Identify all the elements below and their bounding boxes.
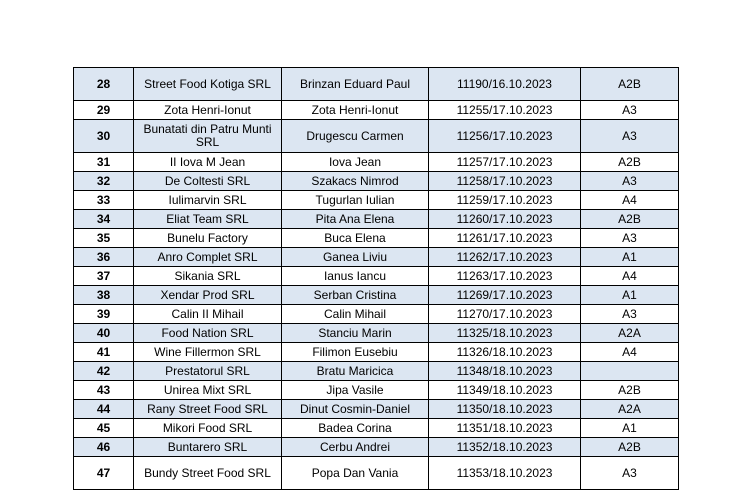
classification-cell: A3 xyxy=(581,120,679,153)
registration-number-cell: 11349/18.10.2023 xyxy=(429,381,581,400)
registration-number-cell: 11260/17.10.2023 xyxy=(429,210,581,229)
registration-number-cell: 11262/17.10.2023 xyxy=(429,248,581,267)
classification-cell: A3 xyxy=(581,101,679,120)
classification-cell: A2B xyxy=(581,68,679,101)
person-name-cell: Ianus Iancu xyxy=(282,267,429,286)
company-name-cell: Prestatorul SRL xyxy=(134,362,282,381)
classification-cell: A3 xyxy=(581,229,679,248)
person-name-cell: Iova Jean xyxy=(282,153,429,172)
row-number-cell: 32 xyxy=(74,172,134,191)
company-name-cell: Anro Complet SRL xyxy=(134,248,282,267)
company-name-cell: Iulimarvin SRL xyxy=(134,191,282,210)
table-row xyxy=(74,267,679,286)
row-number-cell: 40 xyxy=(74,324,134,343)
classification-cell: A3 xyxy=(581,172,679,191)
classification-cell: A2B xyxy=(581,381,679,400)
registration-number-cell: 11263/17.10.2023 xyxy=(429,267,581,286)
row-number-cell: 35 xyxy=(74,229,134,248)
row-number-cell: 45 xyxy=(74,419,134,438)
company-name-cell: Mikori Food SRL xyxy=(134,419,282,438)
registration-number-cell: 11256/17.10.2023 xyxy=(429,120,581,153)
company-name-cell: Unirea Mixt SRL xyxy=(134,381,282,400)
row-number-cell: 36 xyxy=(74,248,134,267)
person-name-cell: Buca Elena xyxy=(282,229,429,248)
table-row xyxy=(74,286,679,305)
classification-cell: A1 xyxy=(581,286,679,305)
registry-table-container xyxy=(73,67,678,490)
person-name-cell: Brinzan Eduard Paul xyxy=(282,68,429,101)
registration-number-cell: 11255/17.10.2023 xyxy=(429,101,581,120)
table-row xyxy=(74,362,679,381)
person-name-cell: Stanciu Marin xyxy=(282,324,429,343)
table-row xyxy=(74,68,679,101)
table-row xyxy=(74,400,679,419)
company-name-cell: Wine Fillermon SRL xyxy=(134,343,282,362)
registration-number-cell: 11259/17.10.2023 xyxy=(429,191,581,210)
person-name-cell: Zota Henri-Ionut xyxy=(282,101,429,120)
table-row xyxy=(74,101,679,120)
row-number-cell: 37 xyxy=(74,267,134,286)
registration-number-cell: 11257/17.10.2023 xyxy=(429,153,581,172)
company-name-cell: Eliat Team SRL xyxy=(134,210,282,229)
person-name-cell: Popa Dan Vania xyxy=(282,457,429,490)
person-name-cell: Tugurlan Iulian xyxy=(282,191,429,210)
row-number-cell: 46 xyxy=(74,438,134,457)
person-name-cell: Cerbu Andrei xyxy=(282,438,429,457)
person-name-cell: Ganea Liviu xyxy=(282,248,429,267)
table-row xyxy=(74,191,679,210)
registration-number-cell: 11348/18.10.2023 xyxy=(429,362,581,381)
company-name-cell: De Coltesti SRL xyxy=(134,172,282,191)
company-name-cell: Bundy Street Food SRL xyxy=(134,457,282,490)
row-number-cell: 43 xyxy=(74,381,134,400)
classification-cell: A2B xyxy=(581,153,679,172)
person-name-cell: Pita Ana Elena xyxy=(282,210,429,229)
classification-cell: A2B xyxy=(581,438,679,457)
table-row xyxy=(74,153,679,172)
row-number-cell: 38 xyxy=(74,286,134,305)
company-name-cell: Bunatati din Patru Munti SRL xyxy=(134,120,282,153)
classification-cell: A1 xyxy=(581,248,679,267)
classification-cell: A2A xyxy=(581,324,679,343)
person-name-cell: Bratu Maricica xyxy=(282,362,429,381)
table-row xyxy=(74,120,679,153)
registration-number-cell: 11326/18.10.2023 xyxy=(429,343,581,362)
person-name-cell: Drugescu Carmen xyxy=(282,120,429,153)
row-number-cell: 47 xyxy=(74,457,134,490)
table-row xyxy=(74,324,679,343)
company-name-cell: Rany Street Food SRL xyxy=(134,400,282,419)
table-row xyxy=(74,305,679,324)
person-name-cell: Dinut Cosmin-Daniel xyxy=(282,400,429,419)
person-name-cell: Badea Corina xyxy=(282,419,429,438)
company-name-cell: Zota Henri-Ionut xyxy=(134,101,282,120)
classification-cell: A2B xyxy=(581,210,679,229)
registration-number-cell: 11352/18.10.2023 xyxy=(429,438,581,457)
person-name-cell: Szakacs Nimrod xyxy=(282,172,429,191)
row-number-cell: 41 xyxy=(74,343,134,362)
classification-cell: A4 xyxy=(581,343,679,362)
table-row xyxy=(74,419,679,438)
row-number-cell: 28 xyxy=(74,68,134,101)
registry-table-body xyxy=(74,68,679,490)
table-row xyxy=(74,210,679,229)
company-name-cell: Bunelu Factory xyxy=(134,229,282,248)
registration-number-cell: 11269/17.10.2023 xyxy=(429,286,581,305)
registration-number-cell: 11270/17.10.2023 xyxy=(429,305,581,324)
registry-table xyxy=(73,67,679,490)
row-number-cell: 29 xyxy=(74,101,134,120)
person-name-cell: Serban Cristina xyxy=(282,286,429,305)
company-name-cell: II Iova M Jean xyxy=(134,153,282,172)
person-name-cell: Jipa Vasile xyxy=(282,381,429,400)
company-name-cell: Sikania SRL xyxy=(134,267,282,286)
classification-cell: A3 xyxy=(581,305,679,324)
registration-number-cell: 11350/18.10.2023 xyxy=(429,400,581,419)
row-number-cell: 30 xyxy=(74,120,134,153)
table-row xyxy=(74,438,679,457)
classification-cell: A2A xyxy=(581,400,679,419)
row-number-cell: 33 xyxy=(74,191,134,210)
registration-number-cell: 11351/18.10.2023 xyxy=(429,419,581,438)
classification-cell: A4 xyxy=(581,267,679,286)
registration-number-cell: 11258/17.10.2023 xyxy=(429,172,581,191)
row-number-cell: 44 xyxy=(74,400,134,419)
registration-number-cell: 11353/18.10.2023 xyxy=(429,457,581,490)
person-name-cell: Filimon Eusebiu xyxy=(282,343,429,362)
table-row xyxy=(74,172,679,191)
classification-cell: A1 xyxy=(581,419,679,438)
company-name-cell: Calin II Mihail xyxy=(134,305,282,324)
table-row xyxy=(74,248,679,267)
table-row xyxy=(74,229,679,248)
row-number-cell: 31 xyxy=(74,153,134,172)
table-row xyxy=(74,381,679,400)
registration-number-cell: 11190/16.10.2023 xyxy=(429,68,581,101)
company-name-cell: Food Nation SRL xyxy=(134,324,282,343)
company-name-cell: Street Food Kotiga SRL xyxy=(134,68,282,101)
row-number-cell: 39 xyxy=(74,305,134,324)
company-name-cell: Xendar Prod SRL xyxy=(134,286,282,305)
table-row xyxy=(74,457,679,490)
classification-cell: A3 xyxy=(581,457,679,490)
person-name-cell: Calin Mihail xyxy=(282,305,429,324)
company-name-cell: Buntarero SRL xyxy=(134,438,282,457)
registration-number-cell: 11325/18.10.2023 xyxy=(429,324,581,343)
row-number-cell: 34 xyxy=(74,210,134,229)
registration-number-cell: 11261/17.10.2023 xyxy=(429,229,581,248)
row-number-cell: 42 xyxy=(74,362,134,381)
classification-cell xyxy=(581,362,679,381)
classification-cell: A4 xyxy=(581,191,679,210)
table-row xyxy=(74,343,679,362)
